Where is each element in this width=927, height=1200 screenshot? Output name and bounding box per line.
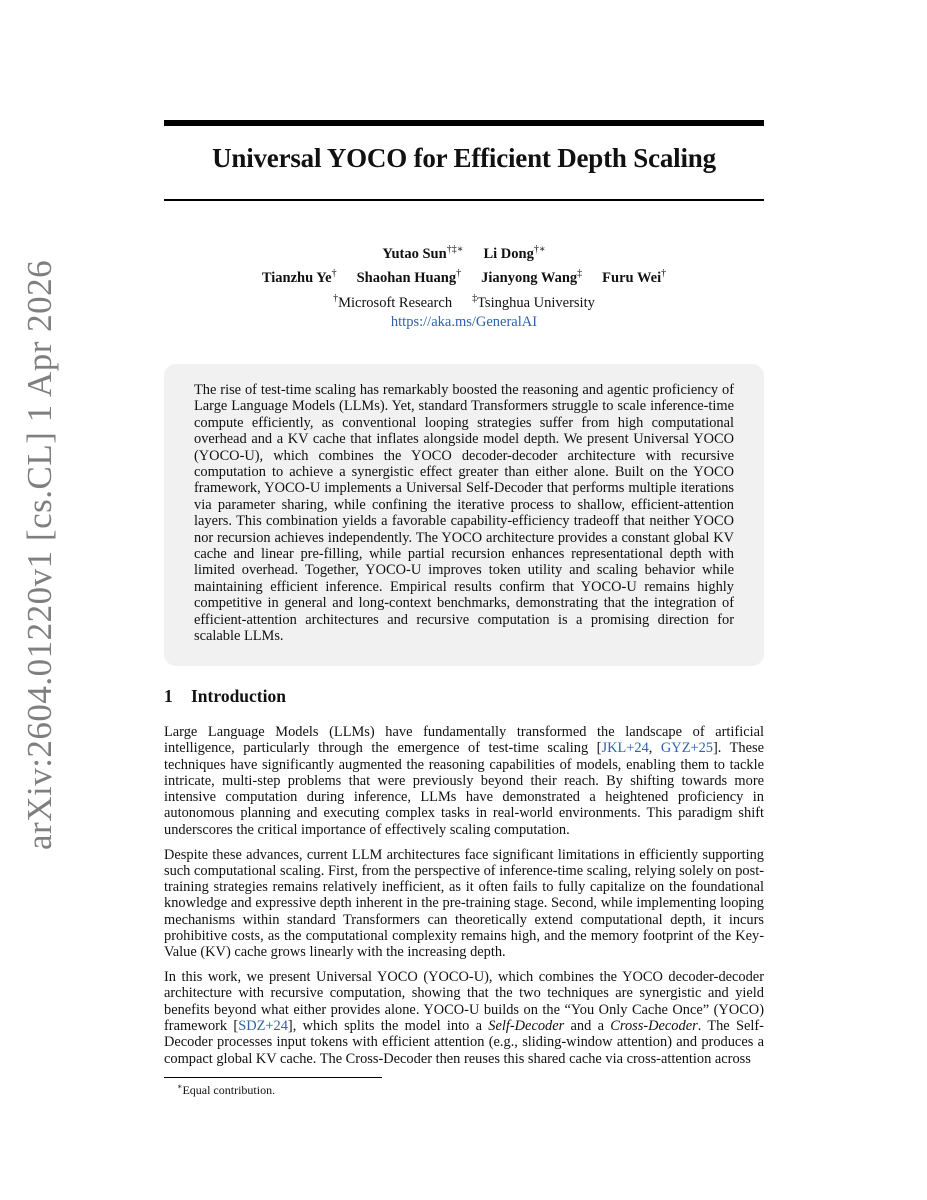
- body-text: [164, 724, 764, 1075]
- affiliation-name: Microsoft Research: [338, 294, 453, 311]
- author-name: Yutao Sun: [382, 245, 447, 262]
- text-run: ], which splits the model into a: [287, 1018, 489, 1035]
- author-marks: †: [456, 268, 462, 280]
- footnote: [177, 1082, 275, 1098]
- footnote-rule: [164, 1077, 382, 1078]
- author-row-1: [164, 240, 764, 264]
- author-marks: †‡∗: [446, 244, 464, 255]
- author-name: Tianzhu Ye: [261, 270, 332, 287]
- author-name: Shaohan Huang: [356, 270, 457, 287]
- text-run: ]. These techniques have significantly augmented the reasoning capabilities of models, enabling them to tackle intricate, multi-step problems that were previously beyond their reach. By shifting towards more intensive computation during inference, LLMs have demonstrated a heightened proficiency in autonomous planning and executing complex tasks in real-world environments. This paradigm shift underscores the critical importance of effectively scaling computation.: [164, 740, 765, 838]
- arxiv-stamp: arXiv:2604.01220v1 [cs.CL] 1 Apr 2026: [20, 259, 59, 850]
- author-row-2: [164, 264, 764, 288]
- affiliations: [164, 289, 764, 313]
- author-name: Furu Wei: [602, 270, 662, 287]
- paragraph-3: [164, 969, 764, 1067]
- group-url-link[interactable]: https://aka.ms/GeneralAI: [390, 313, 538, 330]
- affiliation-mark: ‡: [472, 292, 478, 304]
- footnote-mark: ∗: [177, 1082, 183, 1091]
- citation-link[interactable]: GYZ+25: [660, 740, 713, 757]
- footnote-text: Equal contribution.: [182, 1083, 276, 1097]
- abstract-box: [164, 364, 764, 666]
- emphasis: Self-Decoder: [488, 1018, 565, 1035]
- paper-title: Universal YOCO for Efficient Depth Scaling: [212, 143, 716, 173]
- citation-link[interactable]: JKL+24: [601, 740, 649, 757]
- author-marks: †∗: [533, 244, 546, 255]
- section-number: 1: [164, 686, 173, 706]
- abstract-text: The rise of test-time scaling has remarkably boosted the reasoning and agentic proficiency of Large Language Models (LLMs). Yet, standard Transformers struggle to scale inference-time compute efficiently, as conventional looping strategies suffer from high computational overhead and a KV cache that inflates alongside model depth. We present Universal YOCO (YOCO-U), which combines the YOCO decoder-decoder architecture with recursive computation to achieve a synergistic effect greater than either alone. Built on the YOCO framework, YOCO-U implements a Universal Self-Decoder that performs multiple iterations via parameter sharing, while confining the iterative process to shallow, efficient-attention layers. This combination yields a favorable capability-efficiency tradeoff that neither YOCO nor recursion achieves independently. The YOCO architecture provides a constant global KV cache and linear pre-filling, while partial recursion enhances representational depth with limited overhead. Together, YOCO-U improves token utility and scaling behavior while maintaining efficient inference. Empirical results confirm that YOCO-U remains highly competitive in general and long-context benchmarks, demonstrating that the integration of efficient-attention architectures and recursive computation is a promising direction for scalable LLMs.: [194, 382, 734, 645]
- citation-link[interactable]: SDZ+24: [238, 1018, 288, 1035]
- author-marks: †: [661, 268, 667, 280]
- title-bottom-rule: [164, 199, 764, 201]
- section-title: Introduction: [191, 686, 286, 706]
- author-block: [164, 240, 764, 332]
- section-heading: [164, 686, 286, 707]
- emphasis: Cross-Decoder: [610, 1018, 698, 1035]
- paragraph-1: [164, 724, 764, 838]
- text-run: and a: [564, 1018, 611, 1035]
- text-run: . The Self-Decoder processes input tokens with efficient attention (e.g., sliding-window attention) and produces a compact global KV cache. The Cross-Decoder then reuses this shared cache via cross-attention across: [164, 1018, 764, 1067]
- title-top-rule: [164, 120, 764, 126]
- author-name: Jianyong Wang: [481, 270, 578, 287]
- affiliation-mark: †: [333, 292, 339, 304]
- author-marks: ‡: [577, 268, 583, 280]
- text-run: ,: [648, 740, 661, 757]
- text-run: In this work, we present Universal YOCO (YOCO-U), which combines the YOCO decoder-decoder architecture with recursive computation, showing that the two techniques are synergistic and yield benefits beyond what either provides alone. YOCO-U builds on the “You Only Cache Once” (YOCO) framework [: [164, 969, 764, 1035]
- author-marks: †: [331, 268, 337, 280]
- text-run: Large Language Models (LLMs) have fundamentally transformed the landscape of artificial intelligence, particularly through the emergence of test-time scaling [: [164, 724, 764, 757]
- affiliation-name: Tsinghua University: [477, 294, 595, 311]
- author-name: Li Dong: [483, 245, 534, 262]
- paragraph-2: Despite these advances, current LLM architectures face significant limitations in efficiently supporting such computational scaling. First, from the perspective of inference-time scaling, relying solely on post-training strategies remains relatively inefficient, as it often fails to fully capitalize on the foundational knowledge and expressive depth inherent in the pre-training stage. Second, while implementing looping mechanisms within standard Transformers can theoretically extend computational depth, it incurs prohibitive costs, as the computational complexity remains high, and the memory footprint of the Key-Value (KV) cache grows linearly with the increasing depth.: [164, 846, 764, 961]
